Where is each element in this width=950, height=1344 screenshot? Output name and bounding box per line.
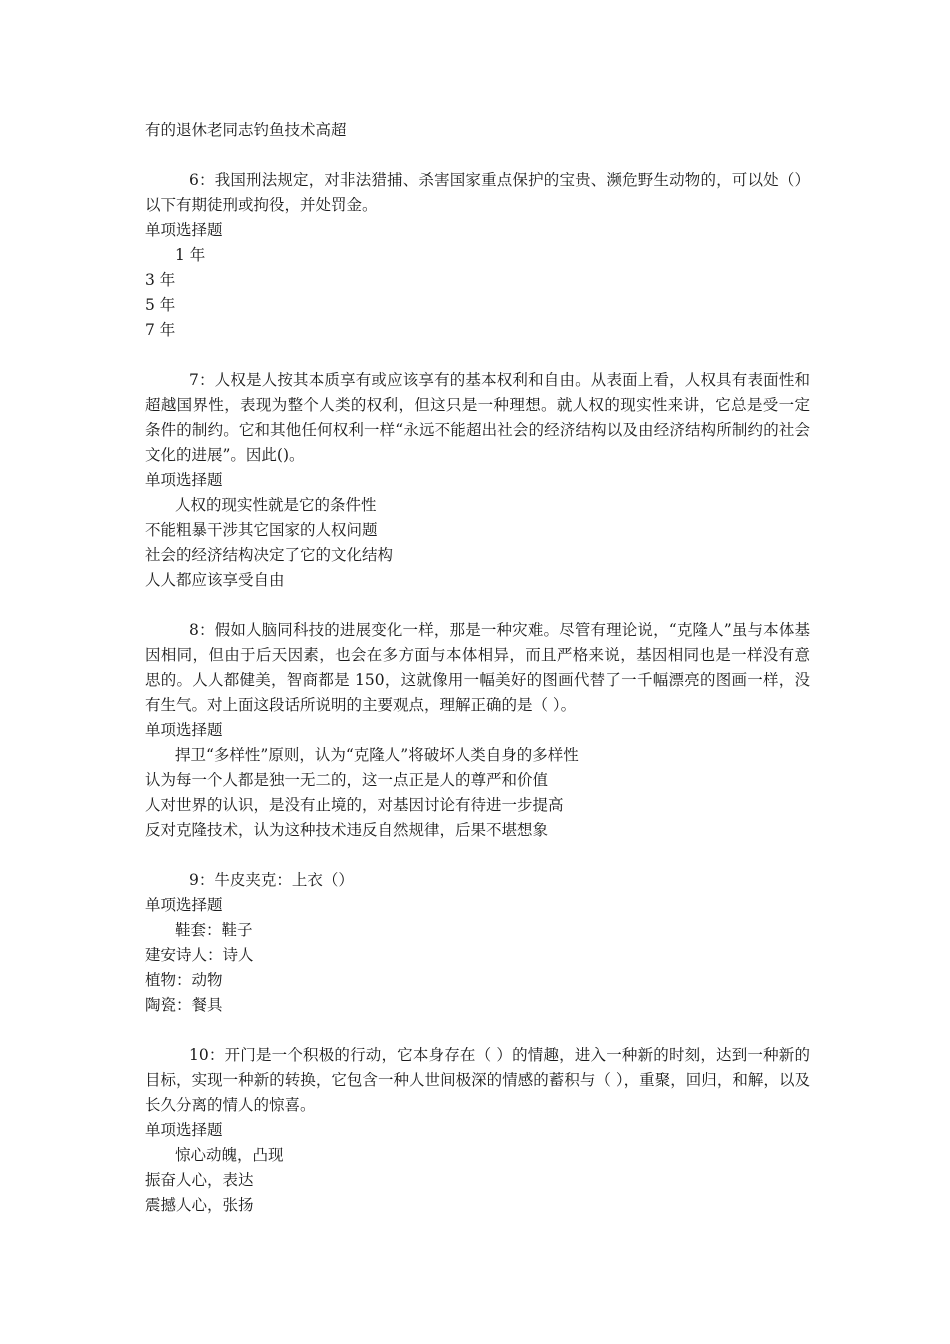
question-type: 单项选择题 [145,1121,223,1139]
question-10 [145,1043,810,1218]
option[interactable]: 捍卫“多样性”原则，认为“克隆人”将破坏人类自身的多样性 [175,746,579,764]
lead-text: 有的退休老同志钓鱼技术高超 [145,121,347,139]
question-8 [145,618,810,843]
question-type: 单项选择题 [145,896,223,914]
option[interactable]: 不能粗暴干涉其它国家的人权问题 [145,521,378,539]
question-text: 10：开门是一个积极的行动，它本身存在（ ）的情趣，进入一种新的时刻，达到一种新的目标，实现一种新的转换，它包含一种人世间极深的情感的蓄积与（ ），重聚，回归，和解，以及长久分离的情人的惊喜。 [145,1046,810,1114]
option[interactable]: 5 年 [145,296,176,314]
question-type: 单项选择题 [145,471,223,489]
option[interactable]: 3 年 [145,271,176,289]
option[interactable]: 人人都应该享受自由 [145,571,285,589]
option[interactable]: 震撼人心，张扬 [145,1196,254,1214]
question-text: 9：牛皮夹克：上衣（） [189,871,354,889]
option[interactable]: 1 年 [175,246,206,264]
question-7 [145,368,810,593]
option[interactable]: 人权的现实性就是它的条件性 [175,496,377,514]
option-list [145,1143,810,1218]
option[interactable]: 社会的经济结构决定了它的文化结构 [145,546,394,564]
question-type: 单项选择题 [145,721,223,739]
option[interactable]: 惊心动魄，凸现 [175,1146,284,1164]
question-text: 6：我国刑法规定，对非法猎捕、杀害国家重点保护的宝贵、濒危野生动物的，可以处（）以下有期徒刑或拘役，并处罚金。 [145,171,810,214]
option[interactable]: 人对世界的认识，是没有止境的，对基因讨论有待进一步提高 [145,796,564,814]
option[interactable]: 振奋人心，表达 [145,1171,254,1189]
option[interactable]: 鞋套：鞋子 [175,921,253,939]
option-list [145,743,810,843]
option-list [145,918,810,1018]
option[interactable]: 建安诗人：诗人 [145,946,254,964]
option[interactable]: 植物：动物 [145,971,223,989]
option[interactable]: 反对克隆技术，认为这种技术违反自然规律，后果不堪想象 [145,821,549,839]
document-page [145,118,810,1218]
option[interactable]: 认为每一个人都是独一无二的，这一点正是人的尊严和价值 [145,771,549,789]
option[interactable]: 7 年 [145,321,176,339]
option-list [145,243,810,343]
question-type: 单项选择题 [145,221,223,239]
question-text: 7：人权是人按其本质享有或应该享有的基本权利和自由。从表面上看，人权具有表面性和超越国界性，表现为整个人类的权利，但这只是一种理想。就人权的现实性来讲，它总是受一定条件的制约。它和其他任何权利一样“永远不能超出社会的经济结构以及由经济结构所制约的社会文化的进展”。因此()。 [145,371,810,464]
question-9 [145,868,810,1018]
question-6 [145,168,810,343]
option-list [145,493,810,593]
option[interactable]: 陶瓷：餐具 [145,996,223,1014]
question-text: 8：假如人脑同科技的进展变化一样，那是一种灾难。尽管有理论说，“克隆人”虽与本体基因相同，但由于后天因素，也会在多方面与本体相异，而且严格来说，基因相同也是一样没有意思的。人人都健美，智商都是 150，这就像用一幅美好的图画代替了一千幅漂亮的图画一样，没有生气。对上面这段话所说明的主要观点，理解正确的是（ ）。 [145,621,810,714]
